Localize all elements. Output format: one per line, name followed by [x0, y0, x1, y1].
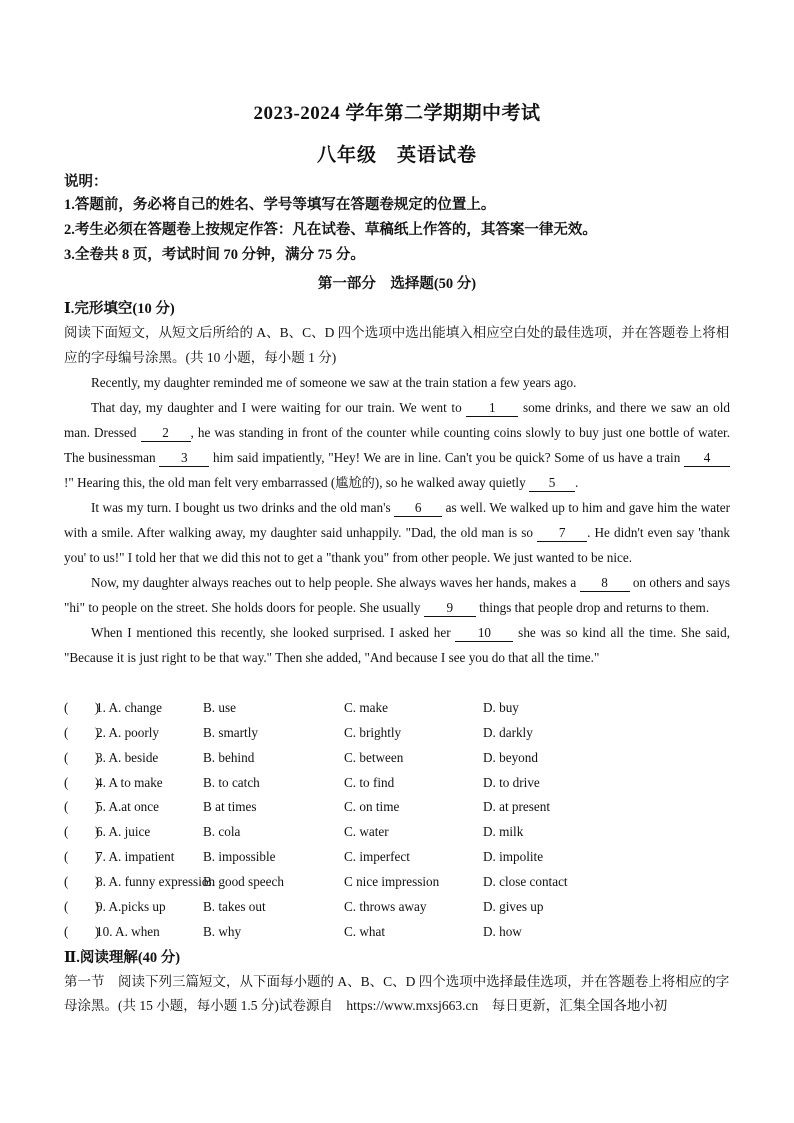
answer-parenthesis: ( ) [64, 923, 100, 939]
option-d: D. close contact [483, 873, 568, 889]
option-b: B. to catch [203, 774, 260, 790]
option-b: B. good speech [203, 873, 284, 889]
blank-4: 4 [684, 449, 730, 467]
blank-7: 7 [537, 524, 587, 542]
blank-5: 5 [529, 474, 575, 492]
option-c: C. brightly [344, 724, 402, 740]
blank-8: 8 [580, 574, 630, 592]
instruction-item: 3.全卷共 8 页，考试时间 70 分钟，满分 75 分。 [64, 247, 365, 263]
options-list [64, 696, 744, 944]
answer-parenthesis: ( ) [64, 849, 100, 865]
option-c: C. to find [344, 774, 395, 790]
answer-parenthesis: ( ) [64, 724, 100, 740]
option-b: B. cola [203, 824, 241, 840]
blank-1: 1 [466, 399, 518, 417]
answer-parenthesis: ( ) [64, 873, 100, 889]
option-a: 9. A.picks up [96, 898, 166, 914]
option-d: D. darkly [483, 724, 533, 740]
question-row [64, 795, 744, 820]
passage-text: him said impatiently, "Hey! We are in line. Can't you be quick? Some of us have a train [209, 450, 684, 465]
option-a: 10. A. when [96, 923, 160, 939]
option-a: 2. A. poorly [96, 724, 160, 740]
section-instruction-cloze: 阅读下面短文，从短文后所给的 A、B、C、D 四个选项中选出能填入相应空白处的最佳选项，并在答题卷上将相应的字母编号涂黑。(共 10 小题，每小题 1 分) [64, 325, 730, 365]
option-a: 4. A to make [96, 774, 163, 790]
option-a: 1. A. change [96, 700, 162, 715]
question-row [64, 845, 744, 870]
passage-text: as well. We walked up to him and gave him the water with a smile. After walking away, my daughter said unhappily. "Dad, the old man is so [64, 500, 730, 540]
option-b: B. smartly [203, 724, 258, 740]
passage-text: Now, my daughter always reaches out to help people. She always waves her hands, makes a [91, 575, 580, 590]
instructions-heading: 说明： [64, 174, 108, 190]
option-c: C. on time [344, 799, 400, 815]
question-row [64, 920, 744, 945]
answer-parenthesis: ( ) [64, 700, 100, 715]
option-c: C. make [344, 700, 388, 715]
instruction-item: 1.答题前，务必将自己的姓名、学号等填写在答题卷规定的位置上。 [64, 197, 496, 213]
option-a: 5. A.at once [96, 799, 159, 815]
passage-text: That day, my daughter and I were waiting for our train. We went to [91, 400, 467, 415]
section-title-cloze: Ⅰ.完形填空(10 分) [64, 301, 175, 317]
option-c: C nice impression [344, 873, 440, 889]
passage-text: . [574, 475, 579, 490]
exam-subtitle: 八年级 英语试卷 [316, 145, 477, 166]
passage-text: It was my turn. I bought us two drinks and the old man's [91, 500, 395, 515]
passage-text: , he was standing in front of the counter while counting coins slowly to buy just one bottle of water. The businessman [64, 425, 731, 465]
passage-paragraph [64, 620, 730, 670]
cloze-passage [64, 370, 730, 670]
option-b: B. takes out [203, 898, 266, 914]
passage-text: things that people drop and returns to them. [475, 600, 710, 615]
blank-9: 9 [424, 599, 476, 617]
option-c: C. imperfect [344, 849, 410, 865]
question-row [64, 696, 744, 721]
question-row [64, 771, 744, 796]
instructions-block [64, 172, 744, 268]
instruction-item: 2.考生必须在答题卷上按规定作答：凡在试卷、草稿纸上作答的，其答案一律无效。 [64, 222, 597, 238]
option-d: D. buy [483, 700, 519, 715]
option-a: 6. A. juice [96, 824, 151, 840]
question-row [64, 746, 744, 771]
option-b: B. impossible [203, 849, 276, 865]
option-b: B. behind [203, 749, 255, 765]
answer-parenthesis: ( ) [64, 824, 100, 840]
option-d: D. to drive [483, 774, 540, 790]
passage-paragraph [64, 570, 730, 620]
option-d: D. at present [483, 799, 551, 815]
exam-title: 2023-2024 学年第二学期期中考试 [253, 103, 541, 124]
answer-parenthesis: ( ) [64, 799, 100, 815]
question-row [64, 721, 744, 746]
passage-text: When I mentioned this recently, she looked surprised. I asked her [91, 625, 456, 640]
answer-parenthesis: ( ) [64, 898, 100, 914]
blank-6: 6 [394, 499, 442, 517]
answer-parenthesis: ( ) [64, 774, 100, 790]
passage-paragraph [64, 495, 730, 570]
passage-paragraph: Recently, my daughter reminded me of someone we saw at the train station a few years ago. [91, 375, 577, 390]
option-c: C. water [344, 824, 389, 840]
question-row [64, 820, 744, 845]
passage-text: some drinks, and there we saw an old man. Dressed [64, 400, 730, 440]
option-d: D. how [483, 923, 522, 939]
section-title-reading: Ⅱ.阅读理解(40 分) [64, 950, 181, 966]
blank-10: 10 [455, 624, 513, 642]
option-a: 8. A. funny expression [96, 873, 216, 889]
option-a: 7. A. impatient [96, 849, 175, 865]
passage-text: !" Hearing this, the old man felt very embarrassed (尴尬的), so he walked away quietly [64, 475, 529, 490]
option-c: C. what [344, 923, 386, 939]
blank-3: 3 [159, 449, 209, 467]
blank-2: 2 [141, 424, 191, 442]
option-b: B at times [203, 799, 257, 815]
option-c: C. throws away [344, 898, 427, 914]
passage-text: she was so kind all the time. She said, "Because it is just right to be that way." Then she added, "And because I see you do that all the time." [64, 625, 730, 665]
section-instruction-reading: 第一节 阅读下列三篇短文，从下面每小题的 A、B、C、D 四个选项中选择最佳选项，并在答题卷上将相应的字母涂黑。(共 15 小题，每小题 1.5 分)试卷源自 https://www.mxsj663.cn 每日更新，汇集全国各地小初 [64, 974, 730, 1013]
passage-text: . He didn't even say 'thank you' to us!" I told her that we did this not to get a "thank you" from other people. We just wanted to be nice. [64, 525, 731, 565]
option-b: B. why [203, 923, 242, 939]
question-row [64, 870, 744, 895]
answer-parenthesis: ( ) [64, 749, 100, 765]
part-title: 第一部分 选择题(50 分) [317, 276, 477, 292]
option-c: C. between [344, 749, 404, 765]
passage-paragraph [64, 395, 730, 495]
option-a: 3. A. beside [96, 749, 159, 765]
option-b: B. use [203, 700, 236, 715]
option-d: D. impolite [483, 849, 544, 865]
option-d: D. beyond [483, 749, 538, 765]
option-d: D. milk [483, 824, 524, 840]
passage-text: on others and says "hi" to people on the street. She holds doors for people. She usually [64, 575, 730, 615]
option-d: D. gives up [483, 898, 544, 914]
question-row [64, 895, 744, 920]
